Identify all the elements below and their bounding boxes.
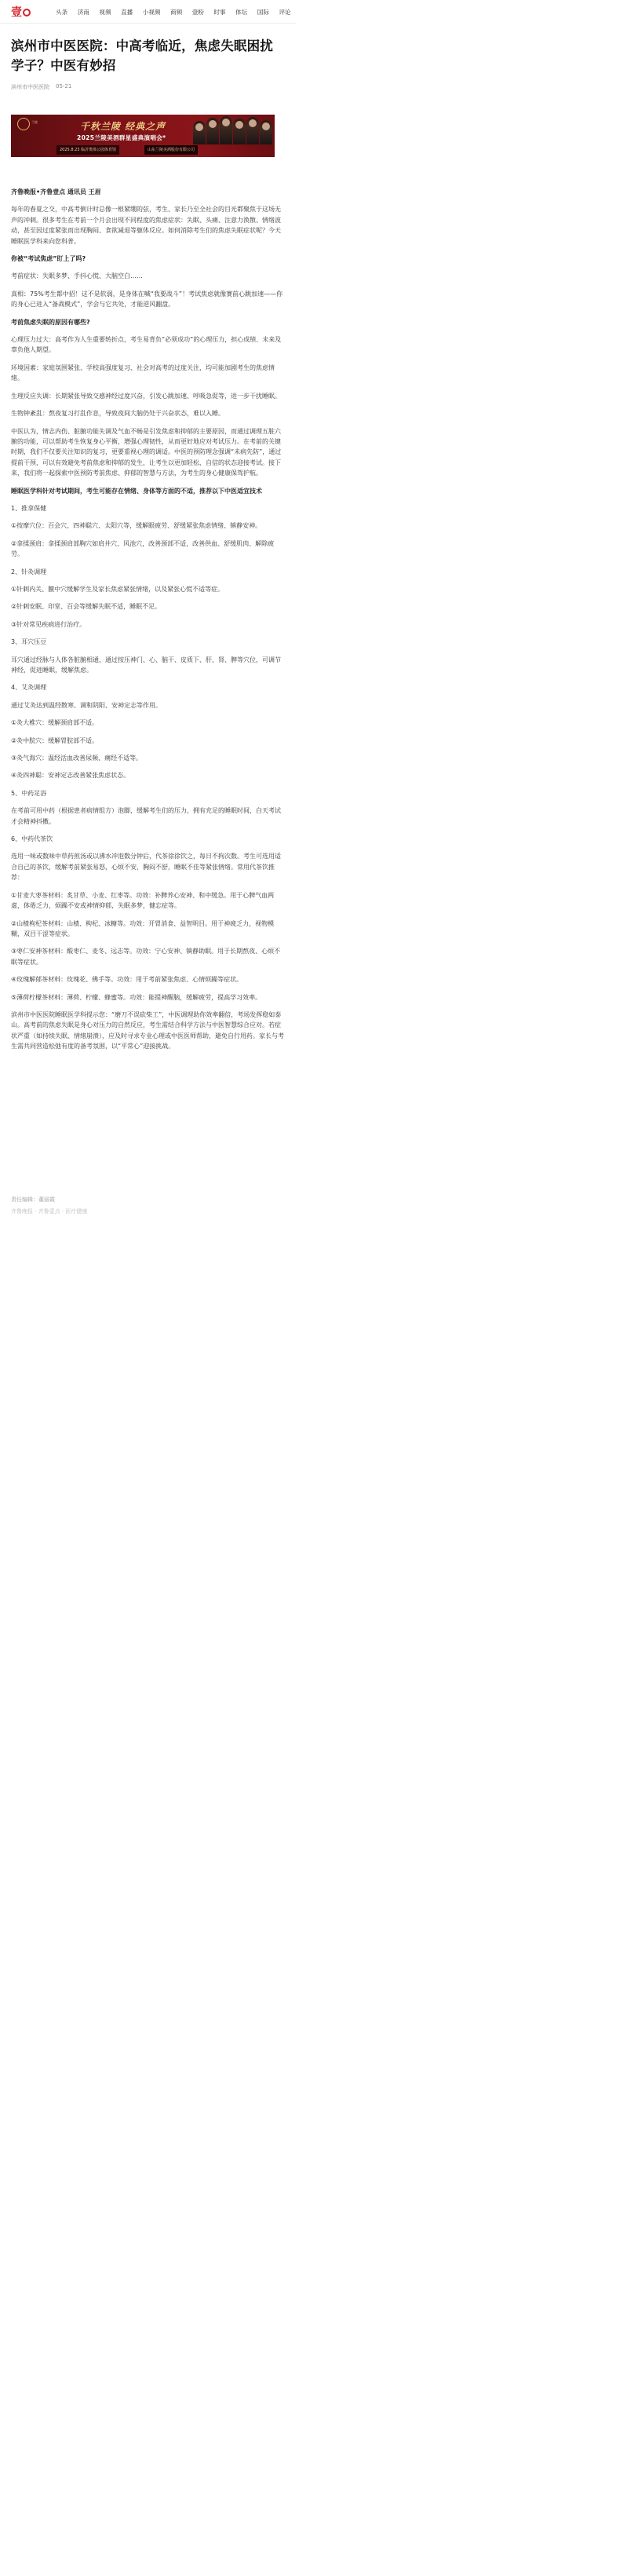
paragraph: ①针刺内关、膻中穴缓解学生及家长焦虑紧张情绪，以及紧张心慌不适等症。 — [11, 585, 224, 593]
paragraph: 环境因素：家庭氛围紧张、学校高强度复习、社会对高考的过度关注，均可能加剧考生的焦虑情绪。 — [11, 364, 275, 382]
nav-item-jinan[interactable]: 济南 — [77, 8, 89, 16]
banner-logo-icon — [17, 118, 30, 130]
section-heading: 睡眠医学科针对考试期间，考生可能存在情绪、身体等方面的不适，推荐以下中医适宜技术 — [11, 487, 262, 495]
paragraph: 耳穴通过经脉与人体各脏腑相通，通过按压神门、心、脑干、皮质下、肝、肾、脾等穴位，可调节神经，促进睡眠，缓解焦虑。 — [11, 656, 281, 674]
section-heading: 你被“考试焦虑”盯上了吗? — [11, 255, 86, 263]
article-date: 05-21 — [56, 83, 72, 90]
paragraph: ①按摩穴位：百会穴、四神聪穴、太阳穴等，缓解眼疲劳、舒缓紧张焦虑情绪、镇静安神。 — [11, 522, 262, 530]
paragraph: 每年的春夏之交，中高考倒计时总像一根紧绷的弦，考生、家长乃至全社会的目光都聚焦于这场无声的冲刺。很多考生在考前一个月会出现不同程度的焦虑症状：失眠、头痛、注意力涣散、情绪波动，甚至因过度紧张而出现胸闷、食欲减退等躯体反应。如何消除考生们的焦虑失眠症状呢？今天睡眠医学科来向您科普。 — [11, 206, 281, 245]
article-meta — [11, 83, 285, 91]
banner-sponsor: 山东兰陵美酒股份有限公司 — [144, 145, 198, 155]
nav-item-headlines[interactable]: 头条 — [56, 8, 68, 16]
paragraph: ⑤薄荷柠檬茶材料：薄荷、柠檬、蜂蜜等。功效：能提神醒脑，缓解疲劳，提高学习效率。 — [11, 993, 262, 1001]
paragraph: 4、艾灸调理 — [11, 684, 47, 692]
paragraph: ②针刺安眠、印堂、百会等缓解失眠不适，睡眠不足。 — [11, 603, 162, 611]
nav-item-fans[interactable]: 壹粉 — [191, 8, 204, 16]
performer-figure — [246, 117, 259, 144]
paragraph: ③枣仁安神茶材料：酸枣仁、麦冬、远志等。功效：宁心安神、镇静助眠。用于长期熬夜、心烦不眠等症状。 — [11, 948, 281, 966]
nav-item-international[interactable]: 国际 — [257, 8, 269, 16]
paragraph: 选用一味或数味中草药煎汤或以沸水冲泡数分钟后，代茶徐徐饮之，每日不拘次数。考生可选用适合自己的茶饮，缓解考前紧张易怒，心烦不安，胸闷不舒，睡眠不佳等紧张情绪。常用代茶饮推荐： — [11, 853, 281, 882]
section-heading: 考前焦虑失眠的原因有哪些? — [11, 318, 90, 326]
article-body — [11, 187, 285, 1059]
section-heading: 齐鲁晚报•齐鲁壹点 通讯员 王眉 — [11, 188, 101, 195]
banner-performers-image — [193, 115, 275, 144]
paragraph: ①甘麦大枣茶材料：炙甘草、小麦、红枣等。功效：补脾养心安神、和中缓急。用于心脾气血两虚，体倦乏力，烦躁不安或神情抑郁，失眠多梦，健忘症等。 — [11, 891, 275, 910]
nav-item-short-video[interactable]: 小视频 — [142, 8, 161, 16]
paragraph: ②灸中脘穴：缓解胃脘部不适。 — [11, 736, 99, 744]
paragraph: 生物钟紊乱：熬夜复习打乱作息，导致夜间大脑仍处于兴奋状态，难以入睡。 — [11, 410, 224, 418]
article-editor: 责任编辑：董丽霞 — [11, 1197, 55, 1203]
paragraph: 心理压力过大：高考作为人生重要转折点，考生易背负“必须成功”的心理压力，担心成绩、未来及辜负他人期望。 — [11, 336, 282, 354]
logo-mark-icon — [23, 9, 31, 16]
paragraph: ③灸气海穴：温经活血改善尿频、痛经不适等。 — [11, 755, 143, 762]
paragraph: 通过艾灸达到温经散寒、调和阴阳、安神定志等作用。 — [11, 701, 162, 709]
paragraph: 5、中药足浴 — [11, 789, 47, 797]
top-navigation-bar — [0, 0, 296, 24]
article-source[interactable]: 滨州市中医医院 — [11, 84, 49, 90]
article-title: 滨州市中医医院：中高考临近，焦虑失眠困扰学子？中医有妙招 — [11, 38, 273, 73]
paragraph: 3、耳穴压豆 — [11, 638, 47, 646]
paragraph: ④灸四神聪：安神定志改善紧张焦虑状态。 — [11, 772, 130, 780]
paragraph: 中医认为，情志内伤、脏腑功能失调及气血不畅是引发焦虑和抑郁的主要原因，而通过调理五脏六腑的功能，可以帮助考生恢复身心平衡，增强心理韧性，从而更好地应对考试压力。在考前的关键时期，我们不仅要关注知识的复习，更要重视心理的调适。中医的预防理念强调“未病先防”，通过提前干预，可以有效避免考前焦虑和抑郁的发生，让考生以更加轻松、自信的状态迎接考试。接下来，我们将一起探索中医预防考前焦虑、抑郁的智慧与方法，为考生的身心健康保驾护航。 — [11, 427, 282, 477]
nav-item-live[interactable]: 直播 — [121, 8, 133, 16]
banner-logo-text: 兰陵 — [31, 120, 38, 124]
nav-item-current-affairs[interactable]: 时事 — [213, 8, 226, 16]
nav-item-sports[interactable]: 体坛 — [235, 8, 248, 16]
paragraph: 生理反应失调：长期紧张导致交感神经过度兴奋，引发心跳加速、呼吸急促等，进一步干扰睡眠。 — [11, 392, 281, 400]
paragraph: 2、针灸调理 — [11, 568, 47, 575]
ad-banner[interactable] — [11, 115, 275, 157]
nav-item-comments[interactable]: 评论 — [279, 8, 291, 16]
logo-text: 壹 — [11, 6, 22, 19]
performer-figure — [220, 116, 232, 144]
paragraph: ③针对常见疾病进行治疗。 — [11, 620, 86, 628]
nav-menu — [56, 0, 301, 24]
paragraph: 1、推拿保健 — [11, 504, 47, 512]
performer-figure — [206, 118, 219, 144]
performer-figure — [193, 121, 206, 144]
paragraph: 6、中药代茶饮 — [11, 835, 53, 843]
article-tags: 齐鲁晚报 · 齐鲁壹点 · 医疗健康 — [11, 1208, 88, 1215]
paragraph: 真相：75%考生都中招！这不是软弱，是身体在喊“我要战斗”！考试焦虑就像赛前心跳加速——你的身心已进入“备战模式”，学会与它共处，才能逆风翻盘。 — [11, 290, 283, 309]
paragraph: 滨州市中医医院睡眠医学科提示您：“磨刀不误砍柴工”，中医调理助你效率翻倍，考场发挥稳如泰山。高考前的焦虑失眠是身心对压力的自然反应，考生需结合科学方法与中医智慧综合应对。若症状严重（如持续失眠、情绪崩溃），应及时寻求专业心理或中医医师帮助，避免自行用药。家长与考生需共同营造松弛有度的备考氛围，以“平常心”迎接挑战。 — [11, 1010, 284, 1050]
banner-event-title: 2025兰陵美酒群星盛典演唱会* — [77, 134, 166, 141]
performer-figure — [233, 119, 246, 144]
paragraph: 考前症状：失眠多梦、手抖心慌、大脑空白…… — [11, 272, 143, 280]
site-logo[interactable] — [11, 5, 31, 19]
nav-item-video[interactable]: 视频 — [99, 8, 111, 16]
banner-event-date: 2025.8.23 临沂奥体公园体育馆 — [57, 145, 119, 155]
paragraph: ④玫瑰解郁茶材料：玫瑰花、佛手等。功效：用于考前紧张焦虑、心情烦躁等症状。 — [11, 976, 243, 984]
paragraph: ②拿揉颈肩：拿揉颈肩部胸穴如肩井穴、风池穴，改善颈部不适，改善供血、舒缓肌肉、解除疲劳。 — [11, 539, 275, 558]
performer-figure — [260, 120, 272, 144]
nav-item-business[interactable]: 商频 — [170, 8, 183, 16]
banner-slogan: 千秋兰陵 经典之声 — [80, 121, 166, 132]
paragraph: ①灸大椎穴：缓解颈肩部不适。 — [11, 719, 99, 727]
article-header — [11, 36, 285, 91]
paragraph: ②山楂枸杞茶材料：山楂、枸杞、冰糖等。功效：开胃消食、益智明目。用于神疲乏力，视物模糊，双目干涩等症状。 — [11, 919, 275, 937]
paragraph: 在考前可用中药（根据患者病情组方）泡脚，缓解考生们的压力，拥有充足的睡眠时间，白天考试才会精神抖擞。 — [11, 807, 281, 825]
